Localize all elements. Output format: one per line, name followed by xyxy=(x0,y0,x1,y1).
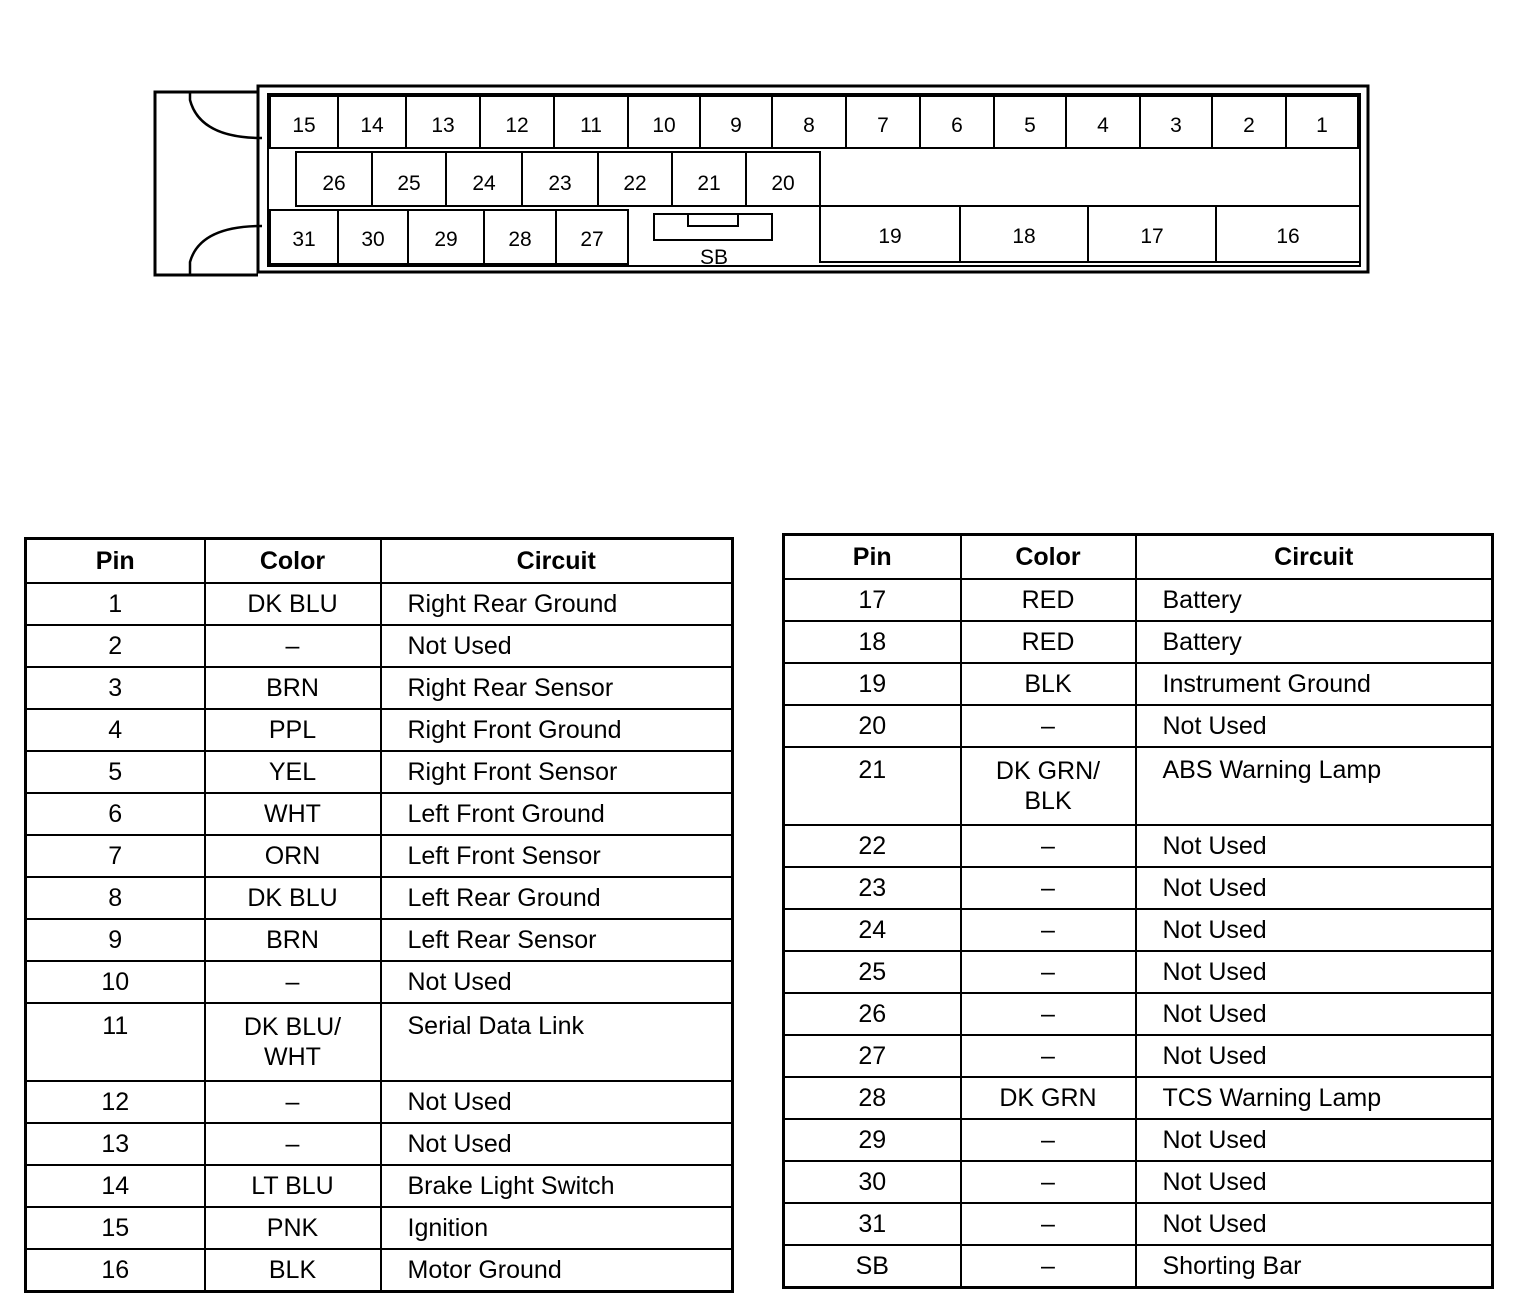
table-row xyxy=(26,877,733,919)
table-row xyxy=(26,1123,733,1165)
connector-pin-label: 6 xyxy=(951,114,963,137)
circuit-cell: Not Used xyxy=(381,961,733,1003)
header-color: Color xyxy=(961,535,1136,580)
color-text: PPL xyxy=(268,715,317,744)
pin-cell: 8 xyxy=(26,877,205,919)
color-text: PNK xyxy=(266,1213,319,1242)
color-text: BRN xyxy=(266,925,319,954)
color-cell xyxy=(961,705,1136,747)
connector-pin-label: 15 xyxy=(292,114,316,137)
table-row xyxy=(784,993,1493,1035)
circuit-cell: Battery xyxy=(1136,621,1493,663)
circuit-cell: TCS Warning Lamp xyxy=(1136,1077,1493,1119)
table-header-row xyxy=(784,535,1493,580)
color-cell xyxy=(961,867,1136,909)
color-cell xyxy=(205,583,381,625)
connector-pin-label: 4 xyxy=(1097,114,1109,137)
circuit-cell: Not Used xyxy=(1136,867,1493,909)
color-cell xyxy=(961,951,1136,993)
color-cell xyxy=(961,1203,1136,1245)
color-text: BLK xyxy=(1024,669,1072,698)
pin-cell: 18 xyxy=(784,621,961,663)
header-color: Color xyxy=(205,539,381,584)
table-row xyxy=(26,751,733,793)
pin-cell: 5 xyxy=(26,751,205,793)
color-text: ORN xyxy=(264,841,321,870)
header-circuit: Circuit xyxy=(1136,535,1493,580)
pin-cell: 27 xyxy=(784,1035,961,1077)
color-cell xyxy=(961,579,1136,621)
color-cell xyxy=(961,621,1136,663)
pin-cell: 29 xyxy=(784,1119,961,1161)
table-row xyxy=(784,705,1493,747)
pin-cell: 4 xyxy=(26,709,205,751)
connector-pin-label: 27 xyxy=(580,228,604,251)
pin-cell: 2 xyxy=(26,625,205,667)
pin-cell: 1 xyxy=(26,583,205,625)
pin-cell: 28 xyxy=(784,1077,961,1119)
connector-pin-label: 26 xyxy=(322,172,346,195)
table-row xyxy=(784,579,1493,621)
table-row xyxy=(784,1035,1493,1077)
pin-cell: 6 xyxy=(26,793,205,835)
color-text: – xyxy=(285,1087,300,1116)
shorting-bar-icon xyxy=(654,214,772,240)
color-text: – xyxy=(285,1129,300,1158)
color-cell xyxy=(961,1035,1136,1077)
connector-pin-label: 7 xyxy=(877,114,889,137)
color-cell xyxy=(961,993,1136,1035)
color-text: YEL xyxy=(268,757,317,786)
table-row xyxy=(26,835,733,877)
connector-pin-label: 30 xyxy=(361,228,385,251)
connector-pin-label: 20 xyxy=(771,172,795,195)
table-row xyxy=(26,1081,733,1123)
connector-pin-label: 29 xyxy=(434,228,458,251)
connector-pin-label: 10 xyxy=(652,114,676,137)
table-row xyxy=(26,1249,733,1292)
circuit-cell: Battery xyxy=(1136,579,1493,621)
pin-cell: 14 xyxy=(26,1165,205,1207)
color-cell xyxy=(961,1119,1136,1161)
table-row xyxy=(784,1077,1493,1119)
table-row xyxy=(784,1119,1493,1161)
circuit-cell: ABS Warning Lamp xyxy=(1136,747,1493,825)
pin-table-left xyxy=(24,537,734,1293)
connector-pin-label: 13 xyxy=(431,114,455,137)
connector-pin-label: 19 xyxy=(878,225,902,248)
table-row xyxy=(26,625,733,667)
color-cell xyxy=(205,709,381,751)
connector-pin-label: 9 xyxy=(730,114,742,137)
table-row xyxy=(784,867,1493,909)
pin-table-right xyxy=(782,533,1494,1289)
color-text: DK GRN xyxy=(999,1083,1097,1112)
color-text: – xyxy=(285,967,300,996)
pin-cell: 7 xyxy=(26,835,205,877)
color-text: RED xyxy=(1021,627,1075,656)
connector-latch-lower-notch xyxy=(190,226,262,275)
table-row xyxy=(784,1203,1493,1245)
circuit-cell: Right Rear Ground xyxy=(381,583,733,625)
pin-cell: 25 xyxy=(784,951,961,993)
pin-cell: 21 xyxy=(784,747,961,825)
table-row xyxy=(26,667,733,709)
circuit-cell: Motor Ground xyxy=(381,1249,733,1292)
circuit-cell: Not Used xyxy=(1136,1035,1493,1077)
table-row xyxy=(784,1161,1493,1203)
pin-cell: 13 xyxy=(26,1123,205,1165)
table-row xyxy=(784,909,1493,951)
pin-cell: 10 xyxy=(26,961,205,1003)
connector-pin-label: 21 xyxy=(697,172,721,195)
color-text-line2: BLK xyxy=(1024,787,1072,815)
connector-pin-label: 14 xyxy=(360,114,384,137)
connector-pin-label: 24 xyxy=(472,172,496,195)
color-cell xyxy=(205,835,381,877)
connector-pin-label: 1 xyxy=(1316,114,1328,137)
color-text: – xyxy=(1041,1209,1055,1238)
connector-pin-label: 22 xyxy=(623,172,647,195)
circuit-cell: Not Used xyxy=(381,1123,733,1165)
color-cell xyxy=(205,961,381,1003)
color-text: – xyxy=(1041,1167,1055,1196)
header-pin: Pin xyxy=(26,539,205,584)
circuit-cell: Not Used xyxy=(1136,993,1493,1035)
circuit-cell: Not Used xyxy=(381,1081,733,1123)
color-cell xyxy=(205,1165,381,1207)
pin-cell: 9 xyxy=(26,919,205,961)
connector-pin-label: 11 xyxy=(580,114,602,137)
pin-cell: 11 xyxy=(26,1003,205,1081)
circuit-cell: Not Used xyxy=(1136,951,1493,993)
connector-pin-label: 31 xyxy=(292,228,316,251)
color-text: DK GRN/ xyxy=(995,757,1101,785)
table-header-row xyxy=(26,539,733,584)
color-cell xyxy=(961,747,1136,825)
pin-cell: SB xyxy=(784,1245,961,1288)
circuit-cell: Left Front Sensor xyxy=(381,835,733,877)
connector-pin-label: 2 xyxy=(1243,114,1255,137)
circuit-cell: Left Rear Sensor xyxy=(381,919,733,961)
color-cell xyxy=(961,1161,1136,1203)
connector-pin-label: 5 xyxy=(1024,114,1036,137)
color-text: WHT xyxy=(264,799,321,828)
color-text: – xyxy=(1041,957,1055,986)
color-text-line2: WHT xyxy=(264,1043,321,1071)
connector-pin-label: 8 xyxy=(803,114,815,137)
circuit-cell: Not Used xyxy=(1136,705,1493,747)
color-cell xyxy=(205,793,381,835)
circuit-cell: Instrument Ground xyxy=(1136,663,1493,705)
color-text: – xyxy=(1041,1251,1055,1280)
circuit-cell: Left Front Ground xyxy=(381,793,733,835)
color-cell xyxy=(205,919,381,961)
color-text: – xyxy=(1041,831,1055,860)
color-cell xyxy=(205,1123,381,1165)
color-text: DK BLU/ xyxy=(243,1013,342,1041)
color-cell xyxy=(205,751,381,793)
table-row xyxy=(784,825,1493,867)
pin-cell: 31 xyxy=(784,1203,961,1245)
color-cell xyxy=(961,1077,1136,1119)
pin-cell: 19 xyxy=(784,663,961,705)
circuit-cell: Not Used xyxy=(1136,1203,1493,1245)
color-text: RED xyxy=(1021,585,1075,614)
color-cell xyxy=(205,877,381,919)
color-text: BRN xyxy=(266,673,319,702)
pin-cell: 17 xyxy=(784,579,961,621)
table-row xyxy=(26,1207,733,1249)
circuit-cell: Left Rear Ground xyxy=(381,877,733,919)
circuit-cell: Brake Light Switch xyxy=(381,1165,733,1207)
pin-cell: 16 xyxy=(26,1249,205,1292)
pin-cell: 12 xyxy=(26,1081,205,1123)
pin-cell: 3 xyxy=(26,667,205,709)
connector-pin-label: 3 xyxy=(1170,114,1182,137)
pin-cell: 24 xyxy=(784,909,961,951)
table-row xyxy=(26,919,733,961)
connector-pin-label: 16 xyxy=(1276,225,1300,248)
circuit-cell: Shorting Bar xyxy=(1136,1245,1493,1288)
color-text: – xyxy=(1041,999,1055,1028)
color-cell xyxy=(961,909,1136,951)
table-row xyxy=(26,583,733,625)
connector-pin-label: 18 xyxy=(1012,225,1036,248)
shorting-bar-label: SB xyxy=(699,246,729,269)
circuit-cell: Not Used xyxy=(1136,909,1493,951)
table-row xyxy=(784,951,1493,993)
color-cell xyxy=(205,1249,381,1292)
table-row xyxy=(26,961,733,1003)
color-cell xyxy=(205,1003,381,1081)
color-text: – xyxy=(1041,711,1055,740)
circuit-cell: Serial Data Link xyxy=(381,1003,733,1081)
table-row xyxy=(26,1003,733,1081)
color-text: – xyxy=(285,631,300,660)
header-circuit: Circuit xyxy=(381,539,733,584)
color-cell xyxy=(205,1207,381,1249)
color-cell xyxy=(961,1245,1136,1288)
table-row xyxy=(784,663,1493,705)
color-text: – xyxy=(1041,1125,1055,1154)
connector-pin-label: 28 xyxy=(508,228,532,251)
connector-latch-upper-notch xyxy=(190,92,262,138)
connector-pin-label: 23 xyxy=(548,172,572,195)
pin-cell: 15 xyxy=(26,1207,205,1249)
pin-cell: 30 xyxy=(784,1161,961,1203)
circuit-cell: Right Rear Sensor xyxy=(381,667,733,709)
pin-cell: 20 xyxy=(784,705,961,747)
circuit-cell: Not Used xyxy=(381,625,733,667)
circuit-cell: Not Used xyxy=(1136,1119,1493,1161)
header-pin: Pin xyxy=(784,535,961,580)
table-row xyxy=(784,747,1493,825)
pin-cell: 23 xyxy=(784,867,961,909)
table-row xyxy=(26,709,733,751)
color-cell xyxy=(205,667,381,709)
connector-diagram xyxy=(0,0,1536,300)
pin-cell: 26 xyxy=(784,993,961,1035)
connector-pin-label: 25 xyxy=(397,172,421,195)
color-text: DK BLU xyxy=(247,883,338,912)
pin-cell: 22 xyxy=(784,825,961,867)
color-text: BLK xyxy=(268,1255,317,1284)
connector-latch xyxy=(155,92,258,275)
circuit-cell: Not Used xyxy=(1136,825,1493,867)
color-cell xyxy=(205,1081,381,1123)
connector-pin-label: 12 xyxy=(505,114,529,137)
circuit-cell: Right Front Ground xyxy=(381,709,733,751)
connector-pin-label: 17 xyxy=(1140,225,1164,248)
color-cell xyxy=(961,825,1136,867)
table-row xyxy=(784,621,1493,663)
circuit-cell: Not Used xyxy=(1136,1161,1493,1203)
color-text: LT BLU xyxy=(251,1171,334,1200)
color-cell xyxy=(961,663,1136,705)
color-text: DK BLU xyxy=(247,589,338,618)
circuit-cell: Ignition xyxy=(381,1207,733,1249)
table-row xyxy=(26,793,733,835)
color-text: – xyxy=(1041,1041,1055,1070)
color-text: – xyxy=(1041,915,1055,944)
circuit-cell: Right Front Sensor xyxy=(381,751,733,793)
color-cell xyxy=(205,625,381,667)
table-row xyxy=(784,1245,1493,1288)
color-text: – xyxy=(1041,873,1055,902)
table-row xyxy=(26,1165,733,1207)
